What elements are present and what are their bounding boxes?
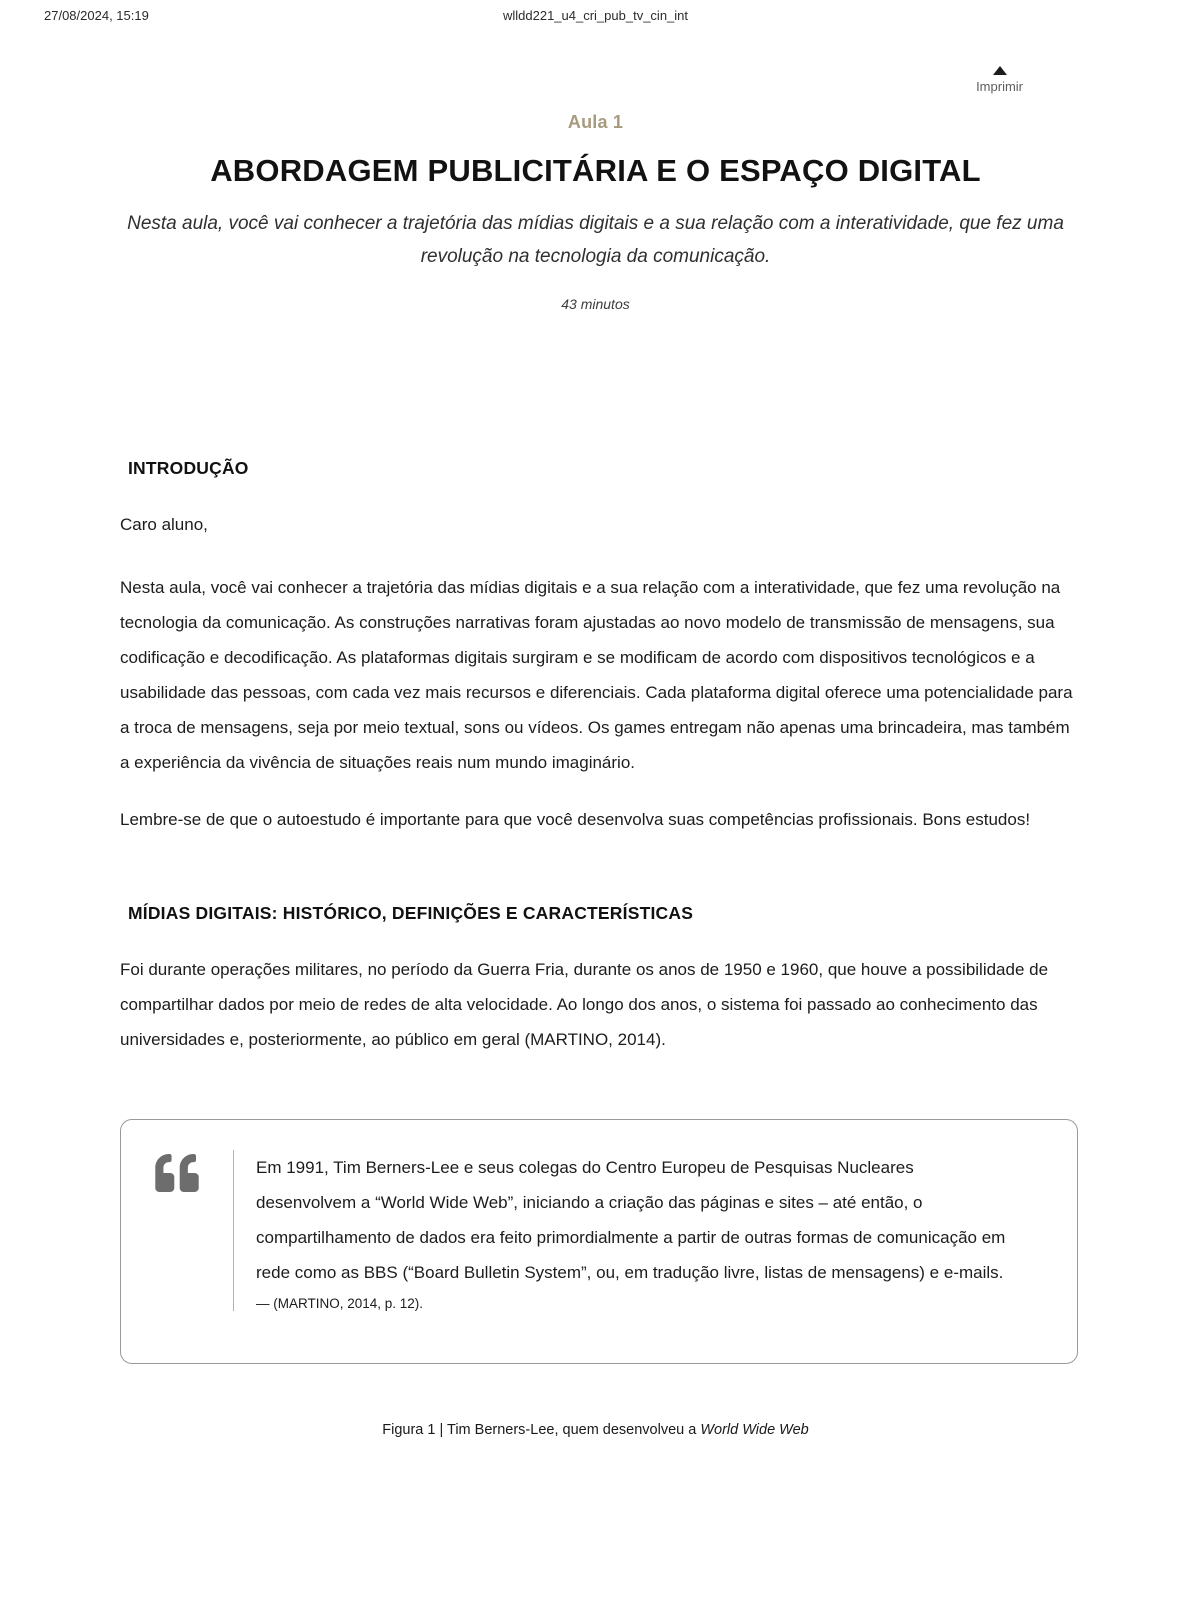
section-heading-midias-digitais: MÍDIAS DIGITAIS: HISTÓRICO, DEFINIÇÕES E CARACTERÍSTICAS [128,903,694,923]
quote-icon [155,1154,199,1311]
article-body [120,458,1078,1057]
print-button-label: Imprimir [976,79,1023,94]
page-title: ABORDAGEM PUBLICITÁRIA E O ESPAÇO DIGITAL [210,153,981,188]
paragraph: Nesta aula, você vai conhecer a trajetória das mídias digitais e a sua relação com a interatividade, que fez uma revolução na tecnologia da comunicação. As construções narrativas foram ajustadas ao novo modelo de transmissão de mensagens, sua codificação e decodificação. As plataformas digitais surgiram e se modificam de acordo com dispositivos tecnológicos e a usabilidade das pessoas, com cada vez mais recursos e diferenciais. Cada plataforma digital oferece uma potencialidade para a troca de mensagens, seja por meio textual, sons ou vídeos. Os games entregam não apenas uma brincadeira, mas também a experiência da vivência de situações reais num mundo imaginário. [120,578,1073,772]
caret-up-icon [993,66,1007,75]
print-doc-name: wlldd221_u4_cri_pub_tv_cin_int [502,8,689,23]
paragraph: Foi durante operações militares, no período da Guerra Fria, durante os anos de 1950 e 1960, que houve a possibilidade de compartilhar dados por meio de redes de alta velocidade. Ao longo dos anos, o sistema foi passado ao conhecimento das universidades e, posteriormente, ao público em geral (MARTINO, 2014). [120,960,1049,1049]
blockquote [120,1119,1078,1364]
lesson-kicker: Aula 1 [567,112,624,132]
print-header [0,8,1191,28]
print-button[interactable] [976,66,1023,94]
figure-caption-text: Figura 1 | Tim Berners-Lee, quem desenvolveu a [382,1422,701,1438]
print-datetime: 27/08/2024, 15:19 [44,8,149,23]
figure-caption-italic: World Wide Web [700,1422,809,1438]
section-heading-introducao: INTRODUÇÃO [128,458,249,478]
lesson-subtitle: Nesta aula, você vai conhecer a trajetória das mídias digitais e a sua relação com a interatividade, que fez uma revolução na tecnologia da comunicação. [127,213,1064,267]
paragraph: Lembre-se de que o autoestudo é importante para que você desenvolva suas competências profissionais. Bons estudos! [120,810,1031,829]
quote-attribution: — (MARTINO, 2014, p. 12). [256,1296,424,1311]
figure-caption [0,1422,1191,1462]
quote-text: Em 1991, Tim Berners-Lee e seus colegas do Centro Europeu de Pesquisas Nucleares desenvolvem a “World Wide Web”, iniciando a criação das páginas e sites – até então, o compartilhamento de dados era feito primordialmente a partir de outras formas de comunicação em rede como as BBS (“Board Bulletin System”, ou, em tradução livre, listas de mensagens) e e-mails. [256,1158,1006,1282]
paragraph: Caro aluno, [120,515,208,534]
lesson-duration: 43 minutos [561,296,630,312]
lesson-header [0,0,1191,312]
